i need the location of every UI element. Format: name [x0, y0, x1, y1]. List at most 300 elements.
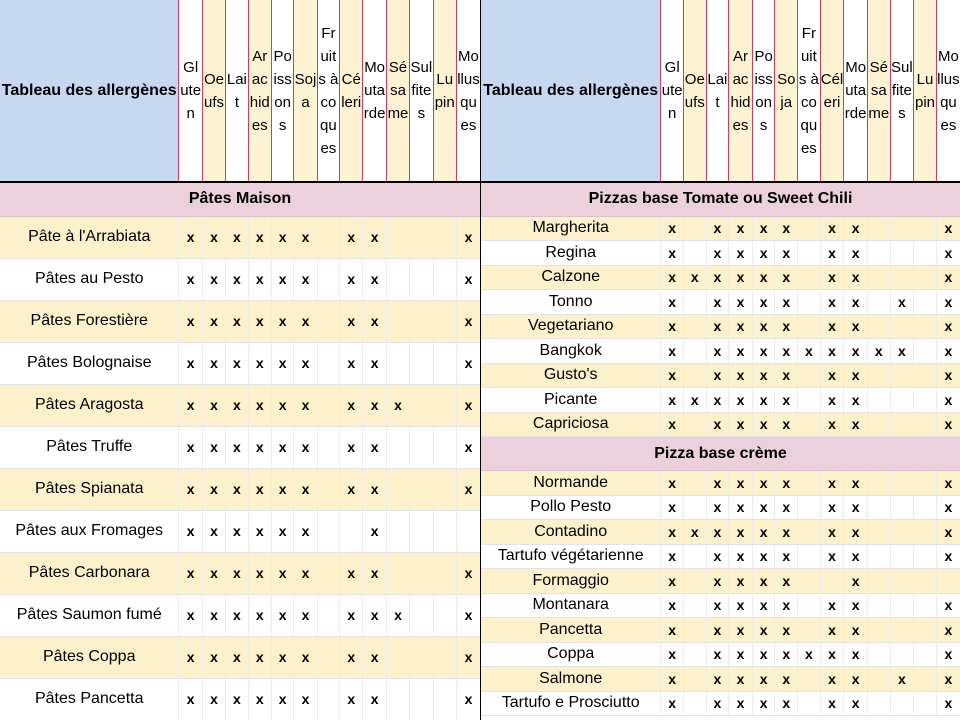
allergen-cell-fruits-a-coques [798, 471, 821, 496]
allergen-cell-fruits-a-coques [798, 363, 821, 388]
allergen-mark-poissons: x [271, 510, 293, 552]
allergen-mark-mollusques: x [936, 618, 960, 643]
allergen-mark-celeri: x [340, 258, 363, 300]
allergen-mark-gluten: x [661, 265, 684, 290]
allergen-cell-sesame [386, 300, 409, 342]
allergen-mark-gluten: x [661, 691, 684, 716]
allergen-cell-sulfites [410, 468, 433, 510]
allergen-mark-mollusques: x [456, 594, 480, 636]
allergen-mark-poissons: x [752, 265, 775, 290]
allergen-mark-lait: x [706, 339, 729, 364]
dish-name: Pâtes aux Fromages [0, 510, 179, 552]
allergen-mark-poissons: x [271, 636, 293, 678]
allergen-cell-sesame [867, 642, 890, 667]
allergen-cell-sulfites [410, 678, 433, 720]
allergen-mark-oeufs: x [202, 468, 225, 510]
allergen-mark-mollusques: x [456, 636, 480, 678]
allergen-cell-oeufs [683, 495, 706, 520]
allergen-cell-lupin [914, 412, 937, 437]
allergen-mark-mollusques: x [936, 241, 960, 266]
allergen-mark-mollusques: x [936, 314, 960, 339]
allergen-mark-gluten: x [179, 678, 202, 720]
allergen-mark-lait: x [706, 667, 729, 692]
allergen-mark-poissons: x [752, 618, 775, 643]
allergen-mark-celeri: x [820, 642, 844, 667]
allergen-cell-sesame [386, 510, 409, 552]
allergen-mark-poissons: x [271, 552, 293, 594]
allergen-mark-arachides: x [248, 258, 271, 300]
dish-name: Pâte à l'Arrabiata [0, 216, 179, 258]
allergen-mark-soja: x [775, 265, 798, 290]
allergen-mark-lait: x [226, 594, 248, 636]
allergen-mark-arachides: x [248, 594, 271, 636]
allergen-mark-oeufs: x [202, 594, 225, 636]
allergen-cell-celeri [820, 569, 844, 594]
allergen-mark-gluten: x [179, 552, 202, 594]
allergen-mark-celeri: x [340, 384, 363, 426]
allergen-mark-celeri: x [820, 241, 844, 266]
allergen-header-soja: Soja [775, 0, 798, 182]
allergen-header-oeufs: Oeufs [202, 0, 225, 182]
allergen-cell-fruits-a-coques [798, 618, 821, 643]
allergen-mark-gluten: x [661, 412, 684, 437]
allergen-mark-poissons: x [752, 290, 775, 315]
allergen-cell-fruits-a-coques [317, 300, 339, 342]
dish-name: Pâtes Carbonara [0, 552, 179, 594]
allergen-cell-sesame [867, 363, 890, 388]
allergen-cell-lupin [433, 468, 456, 510]
allergen-mark-soja: x [775, 495, 798, 520]
dish-name: Picante [481, 388, 661, 413]
allergen-mark-arachides: x [729, 290, 753, 315]
allergen-cell-sulfites [410, 216, 433, 258]
allergen-mark-poissons: x [752, 412, 775, 437]
allergen-mark-oeufs: x [202, 552, 225, 594]
allergen-cell-sulfites [890, 642, 914, 667]
dish-name: Pâtes Coppa [0, 636, 179, 678]
allergen-header-celeri: Céleri [820, 0, 844, 182]
allergen-cell-oeufs [683, 618, 706, 643]
table-row [481, 569, 960, 594]
allergen-cell-fruits-a-coques [317, 678, 339, 720]
allergen-cell-oeufs [683, 412, 706, 437]
table-row [481, 290, 960, 315]
allergen-mark-soja: x [775, 618, 798, 643]
allergen-mark-sesame: x [386, 384, 409, 426]
allergen-cell-sesame [386, 468, 409, 510]
dish-name: Pâtes Bolognaise [0, 342, 179, 384]
dish-name: Tartufo végétarienne [481, 544, 661, 569]
allergen-mark-celeri: x [820, 339, 844, 364]
allergen-cell-oeufs [683, 290, 706, 315]
allergen-mark-mollusques: x [936, 520, 960, 545]
table-row [481, 265, 960, 290]
allergen-mark-moutarde: x [363, 426, 386, 468]
allergen-mark-arachides: x [248, 426, 271, 468]
allergen-mark-moutarde: x [363, 258, 386, 300]
allergen-mark-mollusques: x [936, 544, 960, 569]
header-row [481, 0, 960, 182]
allergen-mark-lait: x [706, 691, 729, 716]
allergen-mark-lait: x [706, 314, 729, 339]
allergen-cell-fruits-a-coques [798, 388, 821, 413]
allergen-mark-soja: x [775, 216, 798, 241]
table-row [0, 300, 480, 342]
allergen-mark-gluten: x [661, 569, 684, 594]
allergen-cell-fruits-a-coques [798, 495, 821, 520]
table-row [0, 216, 480, 258]
allergen-mark-mollusques: x [936, 495, 960, 520]
allergen-mark-arachides: x [729, 618, 753, 643]
allergen-mark-mollusques: x [456, 552, 480, 594]
allergen-mark-soja: x [775, 290, 798, 315]
allergen-mark-lait: x [706, 642, 729, 667]
allergen-mark-poissons: x [271, 594, 293, 636]
table-row [481, 339, 960, 364]
allergen-cell-lupin [914, 314, 937, 339]
allergen-cell-fruits-a-coques [798, 314, 821, 339]
allergen-cell-sesame [867, 314, 890, 339]
allergen-mark-lait: x [706, 471, 729, 496]
allergen-mark-arachides: x [729, 412, 753, 437]
allergen-cell-lupin [433, 678, 456, 720]
allergen-cell-sesame [867, 593, 890, 618]
allergen-mark-celeri: x [340, 594, 363, 636]
allergen-cell-lupin [433, 258, 456, 300]
allergen-mark-moutarde: x [844, 642, 868, 667]
allergen-mark-moutarde: x [363, 594, 386, 636]
allergen-mark-gluten: x [661, 290, 684, 315]
table-row [481, 216, 960, 241]
allergen-mark-arachides: x [248, 342, 271, 384]
table-row [481, 412, 960, 437]
allergen-mark-moutarde: x [363, 216, 386, 258]
allergen-mark-gluten: x [661, 471, 684, 496]
allergen-header-celeri: Céleri [340, 0, 363, 182]
allergen-mark-moutarde: x [363, 678, 386, 720]
allergen-mark-mollusques: x [936, 265, 960, 290]
allergen-mark-poissons: x [271, 468, 293, 510]
allergen-mark-lait: x [226, 552, 248, 594]
allergen-cell-fruits-a-coques [317, 384, 339, 426]
dish-name: Pâtes Spianata [0, 468, 179, 510]
allergen-mark-mollusques: x [936, 216, 960, 241]
allergen-cell-lupin [433, 510, 456, 552]
allergen-mark-soja: x [294, 468, 317, 510]
allergen-cell-oeufs [683, 314, 706, 339]
allergen-cell-fruits-a-coques [798, 290, 821, 315]
allergen-cell-fruits-a-coques [317, 594, 339, 636]
allergen-mark-arachides: x [248, 384, 271, 426]
allergen-cell-sesame [867, 388, 890, 413]
allergen-mark-poissons: x [271, 300, 293, 342]
allergen-mark-soja: x [294, 636, 317, 678]
allergen-mark-moutarde: x [844, 495, 868, 520]
allergen-mark-poissons: x [752, 544, 775, 569]
section-header-row [0, 182, 480, 216]
allergen-mark-celeri: x [820, 520, 844, 545]
allergen-mark-poissons: x [752, 241, 775, 266]
allergen-mark-arachides: x [248, 678, 271, 720]
allergen-mark-poissons: x [752, 495, 775, 520]
allergen-cell-sulfites [890, 691, 914, 716]
dish-name: Tonno [481, 290, 661, 315]
allergen-header-oeufs: Oeufs [683, 0, 706, 182]
allergen-mark-lait: x [706, 290, 729, 315]
allergen-mark-mollusques: x [936, 412, 960, 437]
allergen-mark-moutarde: x [363, 468, 386, 510]
allergen-cell-lupin [914, 691, 937, 716]
allergen-mark-poissons: x [752, 339, 775, 364]
allergen-cell-lupin [914, 290, 937, 315]
allergen-mark-poissons: x [271, 678, 293, 720]
allergen-mark-gluten: x [661, 388, 684, 413]
allergen-cell-fruits-a-coques [317, 468, 339, 510]
allergen-header-moutarde: Moutarde [363, 0, 386, 182]
allergen-cell-celeri [340, 510, 363, 552]
allergen-mark-mollusques: x [456, 258, 480, 300]
allergen-mark-lait: x [226, 300, 248, 342]
allergen-mark-poissons: x [752, 520, 775, 545]
allergen-cell-lupin [433, 594, 456, 636]
allergen-cell-fruits-a-coques [317, 510, 339, 552]
allergen-cell-sesame [867, 520, 890, 545]
table-row [0, 342, 480, 384]
allergen-mark-gluten: x [179, 300, 202, 342]
allergen-cell-sulfites [410, 636, 433, 678]
allergen-mark-arachides: x [729, 314, 753, 339]
allergen-cell-sesame [867, 495, 890, 520]
section-header-row [481, 182, 960, 216]
allergen-cell-lupin [914, 593, 937, 618]
allergen-mark-oeufs: x [202, 258, 225, 300]
allergen-cell-sulfites [890, 216, 914, 241]
allergen-mark-celeri: x [820, 363, 844, 388]
allergen-mark-poissons: x [271, 258, 293, 300]
allergen-header-sesame: Sésame [867, 0, 890, 182]
allergen-cell-oeufs [683, 216, 706, 241]
allergen-mark-arachides: x [729, 691, 753, 716]
allergen-mark-arachides: x [729, 471, 753, 496]
allergen-cell-lupin [433, 300, 456, 342]
allergen-mark-soja: x [775, 314, 798, 339]
allergen-mark-celeri: x [820, 593, 844, 618]
allergen-mark-lait: x [226, 636, 248, 678]
table-row [481, 314, 960, 339]
allergen-cell-mollusques [456, 510, 480, 552]
allergen-cell-sulfites [410, 552, 433, 594]
dish-name: Pollo Pesto [481, 495, 661, 520]
allergen-mark-poissons: x [271, 384, 293, 426]
allergen-mark-poissons: x [752, 667, 775, 692]
allergen-mark-oeufs: x [202, 636, 225, 678]
dish-name: Pâtes Pancetta [0, 678, 179, 720]
allergen-mark-sesame: x [867, 339, 890, 364]
allergen-mark-oeufs: x [202, 426, 225, 468]
dish-name: Pancetta [481, 618, 661, 643]
allergen-mark-oeufs: x [202, 342, 225, 384]
allergen-cell-fruits-a-coques [798, 544, 821, 569]
table-row [0, 468, 480, 510]
allergen-mark-mollusques: x [456, 216, 480, 258]
allergen-cell-sesame [386, 426, 409, 468]
allergen-mark-oeufs: x [202, 678, 225, 720]
allergen-cell-oeufs [683, 642, 706, 667]
allergen-header-soja: Soja [294, 0, 317, 182]
allergen-mark-lait: x [226, 384, 248, 426]
allergen-cell-oeufs [683, 667, 706, 692]
dish-name: Salmone [481, 667, 661, 692]
allergen-mark-gluten: x [179, 468, 202, 510]
allergen-mark-gluten: x [661, 544, 684, 569]
allergen-mark-moutarde: x [844, 471, 868, 496]
allergen-mark-arachides: x [248, 468, 271, 510]
allergen-mark-poissons: x [271, 216, 293, 258]
allergen-cell-sulfites [410, 594, 433, 636]
allergen-cell-sesame [867, 241, 890, 266]
allergen-cell-sesame [386, 678, 409, 720]
allergen-cell-sulfites [890, 388, 914, 413]
allergen-mark-lait: x [226, 510, 248, 552]
allergen-mark-mollusques: x [936, 593, 960, 618]
allergen-mark-soja: x [294, 216, 317, 258]
allergen-mark-oeufs: x [202, 384, 225, 426]
allergen-mark-gluten: x [179, 426, 202, 468]
allergen-cell-fruits-a-coques [317, 636, 339, 678]
allergen-mark-lait: x [706, 216, 729, 241]
allergen-cell-sulfites [890, 241, 914, 266]
allergen-mark-moutarde: x [844, 241, 868, 266]
allergen-mark-mollusques: x [456, 342, 480, 384]
allergen-mark-poissons: x [271, 342, 293, 384]
table-row [481, 593, 960, 618]
allergen-mark-soja: x [294, 426, 317, 468]
allergen-mark-poissons: x [752, 471, 775, 496]
allergen-mark-moutarde: x [844, 520, 868, 545]
allergen-mark-mollusques: x [456, 426, 480, 468]
allergen-mark-soja: x [294, 552, 317, 594]
allergen-mark-celeri: x [340, 342, 363, 384]
table-row [0, 594, 480, 636]
allergen-header-fruits-a-coques: Fruits à coques [798, 0, 821, 182]
allergen-header-lupin: Lupin [914, 0, 937, 182]
allergen-cell-lupin [914, 471, 937, 496]
allergen-mark-gluten: x [661, 593, 684, 618]
table-title: Tableau des allergènes [0, 0, 179, 182]
allergen-cell-fruits-a-coques [798, 520, 821, 545]
allergen-cell-sulfites [890, 593, 914, 618]
allergen-mark-arachides: x [729, 593, 753, 618]
allergen-header-lait: Lait [226, 0, 248, 182]
section-title-pates-maison: Pâtes Maison [0, 182, 480, 216]
allergen-mark-soja: x [775, 241, 798, 266]
dish-name: Bangkok [481, 339, 661, 364]
dish-name: Gusto's [481, 363, 661, 388]
allergen-cell-fruits-a-coques [317, 258, 339, 300]
allergen-mark-arachides: x [248, 216, 271, 258]
allergen-mark-celeri: x [340, 216, 363, 258]
allergen-cell-lupin [914, 241, 937, 266]
header-row [0, 0, 480, 182]
table-row [481, 471, 960, 496]
allergen-mark-moutarde: x [844, 412, 868, 437]
allergen-mark-arachides: x [729, 216, 753, 241]
allergen-cell-lupin [433, 552, 456, 594]
allergen-mark-poissons: x [752, 593, 775, 618]
allergen-cell-fruits-a-coques [798, 691, 821, 716]
allergen-cell-lupin [914, 618, 937, 643]
allergen-cell-lupin [914, 569, 937, 594]
allergen-mark-arachides: x [729, 520, 753, 545]
table-row [481, 388, 960, 413]
allergen-mark-celeri: x [820, 265, 844, 290]
allergen-mark-celeri: x [340, 552, 363, 594]
allergen-cell-fruits-a-coques [317, 426, 339, 468]
allergen-mark-celeri: x [820, 290, 844, 315]
allergen-mark-gluten: x [661, 667, 684, 692]
allergen-cell-lupin [914, 495, 937, 520]
allergen-mark-gluten: x [661, 314, 684, 339]
allergen-mark-lait: x [706, 265, 729, 290]
dish-name: Coppa [481, 642, 661, 667]
allergen-cell-sulfites [410, 300, 433, 342]
allergen-mark-mollusques: x [936, 363, 960, 388]
allergen-mark-gluten: x [179, 636, 202, 678]
table-row [0, 384, 480, 426]
allergen-cell-sesame [386, 552, 409, 594]
allergen-mark-celeri: x [340, 300, 363, 342]
allergen-cell-lupin [914, 544, 937, 569]
allergen-mark-gluten: x [661, 618, 684, 643]
allergen-mark-soja: x [294, 258, 317, 300]
dish-name: Capriciosa [481, 412, 661, 437]
allergen-cell-lupin [914, 520, 937, 545]
allergen-mark-celeri: x [820, 618, 844, 643]
allergen-mark-moutarde: x [363, 342, 386, 384]
allergen-cell-sulfites [890, 544, 914, 569]
table-row [0, 258, 480, 300]
allergen-mark-lait: x [706, 618, 729, 643]
allergen-mark-arachides: x [729, 388, 753, 413]
allergen-cell-sesame [867, 544, 890, 569]
table-row [481, 520, 960, 545]
table-row [0, 510, 480, 552]
allergen-cell-sesame [386, 216, 409, 258]
allergen-mark-poissons: x [752, 642, 775, 667]
allergen-mark-oeufs: x [683, 388, 706, 413]
dish-name: Calzone [481, 265, 661, 290]
allergen-mark-moutarde: x [844, 290, 868, 315]
allergen-mark-oeufs: x [202, 300, 225, 342]
table-row [481, 642, 960, 667]
allergen-mark-soja: x [775, 593, 798, 618]
allergen-mark-celeri: x [340, 468, 363, 510]
allergen-cell-sesame [386, 258, 409, 300]
table-row [0, 636, 480, 678]
allergen-cell-sesame [867, 471, 890, 496]
dish-name: Regina [481, 241, 661, 266]
allergen-cell-lupin [433, 636, 456, 678]
allergen-header-lait: Lait [706, 0, 729, 182]
allergen-mark-lait: x [706, 388, 729, 413]
allergen-mark-arachides: x [729, 667, 753, 692]
allergen-mark-gluten: x [661, 363, 684, 388]
allergen-mark-oeufs: x [683, 265, 706, 290]
allergen-cell-sulfites [890, 363, 914, 388]
section-header-row [481, 437, 960, 471]
allergen-cell-fruits-a-coques [798, 241, 821, 266]
allergen-mark-soja: x [294, 300, 317, 342]
